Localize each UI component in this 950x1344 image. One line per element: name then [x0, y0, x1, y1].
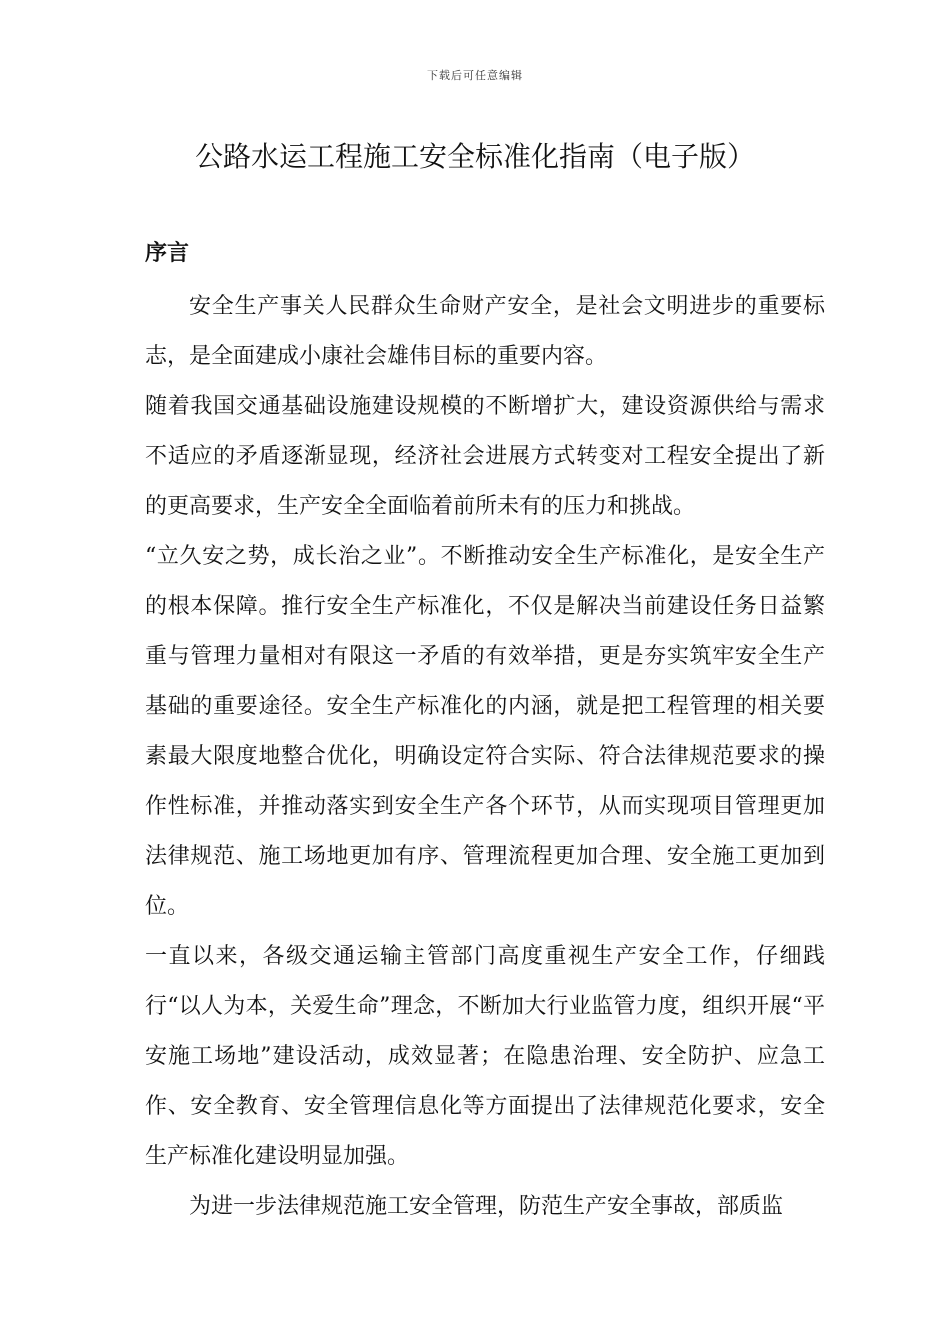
- paragraph: 为进一步法律规范施工安全管理，防范生产安全事故，部质监: [189, 1194, 784, 1219]
- paragraph: 一直以来，各级交通运输主管部门高度重视生产安全工作，仔细践行“以人为本，关爱生命”理念，不断加大行业监管力度，组织开展“平安施工场地”建设活动，成效显著；在隐患治理、安全防护、应急工作、安全教育、安全管理信息化等方面提出了法律规范化要求，安全生产标准化建设明显加强。: [145, 944, 825, 1169]
- document-title: 公路水运工程施工安全标准化指南（电子版）: [194, 140, 755, 173]
- paragraph: 安全生产事关人民群众生命财产安全，是社会文明进步的重要标志，是全面建成小康社会雄伟目标的重要内容。: [145, 294, 825, 369]
- body-text: [145, 282, 825, 1232]
- paragraph: 随着我国交通基础设施建设规模的不断增扩大，建设资源供给与需求不适应的矛盾逐渐显现，经济社会进展方式转变对工程安全提出了新的更高要求，生产安全全面临着前所未有的压力和挑战。: [145, 394, 825, 519]
- section-heading: 序言: [145, 240, 190, 266]
- header-note: 下载后可任意编辑: [427, 69, 523, 82]
- paragraph: “立久安之势，成长治之业”。不断推动安全生产标准化，是安全生产的根本保障。推行安全生产标准化，不仅是解决当前建设任务日益繁重与管理力量相对有限这一矛盾的有效举措，更是夯实筑牢安全生产基础的重要途径。安全生产标准化的内涵，就是把工程管理的相关要素最大限度地整合优化，明确设定符合实际、符合法律规范要求的操作性标准，并推动落实到安全生产各个环节，从而实现项目管理更加法律规范、施工场地更加有序、管理流程更加合理、安全施工更加到位。: [145, 544, 825, 919]
